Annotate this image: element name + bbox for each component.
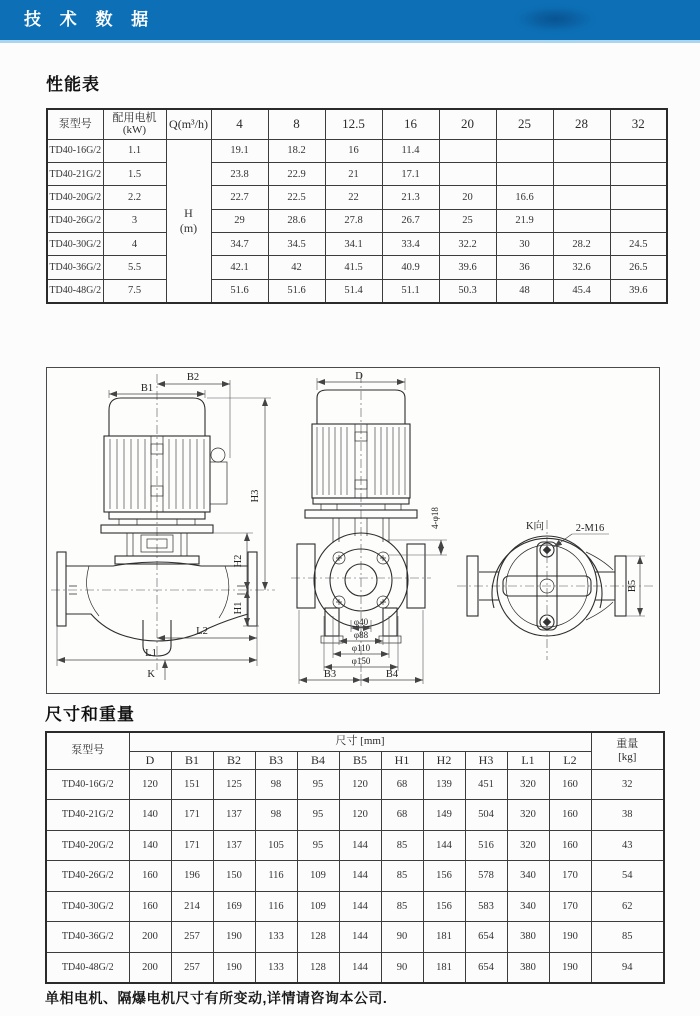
perf-model-cell: TD40-26G/2 — [47, 209, 103, 232]
dim-value-cell: 160 — [549, 800, 591, 831]
perf-value-cell — [553, 186, 610, 209]
perf-value-cell: 50.3 — [439, 279, 496, 302]
perf-value-cell: 32.6 — [553, 256, 610, 279]
dim-label-b4: B4 — [385, 669, 399, 680]
dim-value-cell: 120 — [339, 800, 381, 831]
perf-value-cell — [610, 186, 667, 209]
dim-label-l2: L2 — [196, 626, 208, 637]
dim-label-b5: B5 — [627, 579, 638, 593]
dim-value-cell: 109 — [297, 861, 339, 892]
perf-kw-cell: 4 — [103, 233, 166, 256]
dim-value-cell: 144 — [339, 952, 381, 983]
dim-value-cell: 214 — [171, 891, 213, 922]
perf-kw-cell: 5.5 — [103, 256, 166, 279]
col-header-dim-h3: H3 — [465, 751, 507, 769]
perf-value-cell: 26.7 — [382, 209, 439, 232]
dim-row — [46, 922, 664, 953]
dim-label-h1: H1 — [233, 601, 244, 615]
dim-model-cell: TD40-48G/2 — [46, 952, 129, 983]
dim-value-cell: 380 — [507, 952, 549, 983]
perf-value-cell: 22.7 — [211, 186, 268, 209]
dim-value-cell: 320 — [507, 800, 549, 831]
col-header-motor — [103, 109, 166, 139]
perf-value-cell: 51.1 — [382, 279, 439, 302]
col-header-dim-d: D — [129, 751, 171, 769]
dimensions-tbody — [46, 769, 664, 983]
col-header-q2: 8 — [268, 109, 325, 139]
perf-value-cell: 17.1 — [382, 162, 439, 185]
perf-value-cell — [439, 139, 496, 162]
perf-value-cell — [553, 209, 610, 232]
col-header-q8: 32 — [610, 109, 667, 139]
perf-value-cell — [610, 162, 667, 185]
dim-label-l1: L1 — [145, 648, 157, 659]
perf-value-cell: 28.2 — [553, 233, 610, 256]
banner-watermark — [515, 6, 595, 32]
perf-value-cell: 34.1 — [325, 233, 382, 256]
weight-value-cell: 62 — [591, 891, 664, 922]
perf-value-cell: 22.9 — [268, 162, 325, 185]
dim-value-cell: 140 — [129, 800, 171, 831]
weight-value-cell: 38 — [591, 800, 664, 831]
col-header-dim-h1: H1 — [381, 751, 423, 769]
dimensions-header-row1 — [46, 732, 664, 751]
perf-value-cell: 11.4 — [382, 139, 439, 162]
perf-value-cell — [439, 162, 496, 185]
dim-value-cell: 98 — [255, 769, 297, 800]
dim-value-cell: 156 — [423, 861, 465, 892]
dim-value-cell: 190 — [549, 952, 591, 983]
perf-value-cell: 39.6 — [610, 279, 667, 302]
title-banner — [0, 0, 700, 43]
dim-value-cell: 90 — [381, 922, 423, 953]
dim-model-cell: TD40-30G/2 — [46, 891, 129, 922]
dim-model-cell: TD40-16G/2 — [46, 769, 129, 800]
pump-drawing-svg — [47, 368, 659, 693]
col-header-flow: Q(m³/h) — [166, 109, 211, 139]
col-header-dim-b5: B5 — [339, 751, 381, 769]
performance-header-row — [47, 109, 667, 139]
perf-value-cell: 30 — [496, 233, 553, 256]
perf-value-cell: 28.6 — [268, 209, 325, 232]
perf-kw-cell: 1.1 — [103, 139, 166, 162]
head-unit-line1: H — [184, 206, 193, 221]
dim-value-cell: 451 — [465, 769, 507, 800]
dim-value-cell: 200 — [129, 952, 171, 983]
dim-value-cell: 85 — [381, 861, 423, 892]
dim-model-cell: TD40-21G/2 — [46, 800, 129, 831]
dim-value-cell: 190 — [213, 922, 255, 953]
dim-value-cell: 137 — [213, 830, 255, 861]
head-unit-cell — [166, 139, 211, 303]
dim-value-cell: 105 — [255, 830, 297, 861]
dim-label-d88: φ88 — [353, 630, 369, 640]
perf-value-cell: 42 — [268, 256, 325, 279]
perf-model-cell: TD40-16G/2 — [47, 139, 103, 162]
perf-value-cell: 21.3 — [382, 186, 439, 209]
dim-value-cell: 160 — [129, 891, 171, 922]
col-header-dim-l1: L1 — [507, 751, 549, 769]
col-header-dim-b1: B1 — [171, 751, 213, 769]
perf-row — [47, 162, 667, 185]
col-header-weight-line2: [kg] — [618, 750, 637, 763]
dim-value-cell: 320 — [507, 769, 549, 800]
dim-model-cell: TD40-36G/2 — [46, 922, 129, 953]
dim-row — [46, 861, 664, 892]
perf-value-cell: 51.4 — [325, 279, 382, 302]
perf-value-cell: 19.1 — [211, 139, 268, 162]
dim-value-cell: 128 — [297, 922, 339, 953]
dim-value-cell: 144 — [339, 830, 381, 861]
perf-value-cell: 21 — [325, 162, 382, 185]
perf-value-cell: 40.9 — [382, 256, 439, 279]
dim-model-cell: TD40-26G/2 — [46, 861, 129, 892]
col-header-q4: 16 — [382, 109, 439, 139]
perf-value-cell: 42.1 — [211, 256, 268, 279]
weight-value-cell: 54 — [591, 861, 664, 892]
perf-value-cell: 29 — [211, 209, 268, 232]
dim-value-cell: 98 — [255, 800, 297, 831]
dimensions-heading: 尺寸和重量 — [45, 705, 135, 724]
dim-value-cell: 128 — [297, 952, 339, 983]
perf-model-cell: TD40-21G/2 — [47, 162, 103, 185]
dim-value-cell: 68 — [381, 800, 423, 831]
perf-value-cell: 21.9 — [496, 209, 553, 232]
perf-value-cell: 39.6 — [439, 256, 496, 279]
perf-value-cell — [610, 209, 667, 232]
dim-value-cell: 68 — [381, 769, 423, 800]
col-header-weight-line1: 重量 — [616, 738, 639, 751]
perf-value-cell: 34.5 — [268, 233, 325, 256]
col-header-q7: 28 — [553, 109, 610, 139]
dim-value-cell: 137 — [213, 800, 255, 831]
dim-value-cell: 181 — [423, 952, 465, 983]
dim-value-cell: 578 — [465, 861, 507, 892]
footnote: 单相电机、隔爆电机尺寸有所变动,详情请咨询本公司. — [45, 990, 388, 1006]
col-header-q5: 20 — [439, 109, 496, 139]
perf-kw-cell: 1.5 — [103, 162, 166, 185]
col-header-q3: 12.5 — [325, 109, 382, 139]
dim-label-b2: B2 — [186, 372, 200, 383]
dim-value-cell: 190 — [213, 952, 255, 983]
dim-label-k: K — [147, 669, 155, 680]
perf-kw-cell: 3 — [103, 209, 166, 232]
perf-value-cell: 24.5 — [610, 233, 667, 256]
perf-value-cell: 36 — [496, 256, 553, 279]
perf-row — [47, 279, 667, 302]
dim-value-cell: 654 — [465, 922, 507, 953]
weight-value-cell: 43 — [591, 830, 664, 861]
performance-tbody — [47, 139, 667, 303]
perf-value-cell: 33.4 — [382, 233, 439, 256]
col-header-dim-b2: B2 — [213, 751, 255, 769]
perf-value-cell: 32.2 — [439, 233, 496, 256]
weight-value-cell: 85 — [591, 922, 664, 953]
col-header-dim-b4: B4 — [297, 751, 339, 769]
perf-value-cell — [496, 162, 553, 185]
dim-row — [46, 769, 664, 800]
col-header-motor-line1: 配用电机 — [112, 111, 157, 124]
col-header-motor-line2: (kW) — [122, 124, 147, 137]
dim-label-h2: H2 — [233, 554, 244, 568]
weight-value-cell: 94 — [591, 952, 664, 983]
dim-value-cell: 90 — [381, 952, 423, 983]
dim-value-cell: 654 — [465, 952, 507, 983]
perf-row — [47, 186, 667, 209]
perf-value-cell: 41.5 — [325, 256, 382, 279]
dim-model-cell: TD40-20G/2 — [46, 830, 129, 861]
perf-value-cell: 16.6 — [496, 186, 553, 209]
dim-value-cell: 95 — [297, 830, 339, 861]
perf-value-cell — [553, 139, 610, 162]
weight-value-cell: 32 — [591, 769, 664, 800]
col-header-dim-b3: B3 — [255, 751, 297, 769]
dim-value-cell: 516 — [465, 830, 507, 861]
dim-value-cell: 181 — [423, 922, 465, 953]
perf-value-cell: 51.6 — [268, 279, 325, 302]
dimensions-table — [45, 731, 665, 984]
dim-value-cell: 583 — [465, 891, 507, 922]
perf-value-cell: 22.5 — [268, 186, 325, 209]
perf-value-cell — [496, 139, 553, 162]
perf-value-cell: 25 — [439, 209, 496, 232]
dim-value-cell: 171 — [171, 800, 213, 831]
dim-value-cell: 320 — [507, 830, 549, 861]
dim-value-cell: 85 — [381, 830, 423, 861]
dim-value-cell: 125 — [213, 769, 255, 800]
dim-value-cell: 171 — [171, 830, 213, 861]
dim-value-cell: 95 — [297, 800, 339, 831]
dim-row — [46, 830, 664, 861]
dim-value-cell: 85 — [381, 891, 423, 922]
perf-value-cell: 23.8 — [211, 162, 268, 185]
dim-value-cell: 109 — [297, 891, 339, 922]
dim-value-cell: 120 — [129, 769, 171, 800]
perf-model-cell: TD40-48G/2 — [47, 279, 103, 302]
performance-table — [46, 108, 668, 304]
col-header-dim-l2: L2 — [549, 751, 591, 769]
dim-label-m16: 2-M16 — [575, 523, 605, 534]
dim-label-d40: φ40 — [353, 617, 369, 627]
perf-value-cell: 18.2 — [268, 139, 325, 162]
perf-value-cell: 16 — [325, 139, 382, 162]
perf-value-cell — [553, 162, 610, 185]
col-header-q6: 25 — [496, 109, 553, 139]
head-unit-line2: (m) — [179, 220, 198, 235]
dim-value-cell: 144 — [339, 861, 381, 892]
dim-value-cell: 340 — [507, 861, 549, 892]
dim-value-cell: 257 — [171, 922, 213, 953]
dim-value-cell: 190 — [549, 922, 591, 953]
page-title: 技 术 数 据 — [24, 10, 156, 29]
dim-row — [46, 952, 664, 983]
perf-kw-cell: 2.2 — [103, 186, 166, 209]
dim-value-cell: 133 — [255, 952, 297, 983]
dimensions-header-row2 — [46, 751, 664, 769]
perf-value-cell: 34.7 — [211, 233, 268, 256]
perf-row — [47, 233, 667, 256]
perf-value-cell: 45.4 — [553, 279, 610, 302]
dim-value-cell: 160 — [549, 769, 591, 800]
perf-row — [47, 209, 667, 232]
col-header-dim-h2: H2 — [423, 751, 465, 769]
dim-label-d150: φ150 — [351, 656, 371, 666]
dim-label-b3: B3 — [323, 669, 337, 680]
dim-value-cell: 149 — [423, 800, 465, 831]
dim-value-cell: 196 — [171, 861, 213, 892]
dim-value-cell: 116 — [255, 891, 297, 922]
view-label-k: K向 — [525, 521, 545, 532]
dim-value-cell: 151 — [171, 769, 213, 800]
dim-value-cell: 156 — [423, 891, 465, 922]
perf-row — [47, 256, 667, 279]
dim-value-cell: 120 — [339, 769, 381, 800]
dim-value-cell: 160 — [549, 830, 591, 861]
col-header-size-mm: 尺寸 [mm] — [129, 732, 591, 751]
perf-value-cell: 26.5 — [610, 256, 667, 279]
dim-value-cell: 95 — [297, 769, 339, 800]
dimension-drawing — [46, 367, 660, 694]
perf-value-cell: 20 — [439, 186, 496, 209]
dim-value-cell: 139 — [423, 769, 465, 800]
perf-model-cell: TD40-36G/2 — [47, 256, 103, 279]
dim-value-cell: 504 — [465, 800, 507, 831]
dim-value-cell: 144 — [339, 922, 381, 953]
dim-value-cell: 169 — [213, 891, 255, 922]
k-view — [457, 519, 653, 660]
dim-label-d: D — [355, 371, 363, 382]
performance-heading: 性能表 — [46, 75, 100, 94]
dim-row — [46, 891, 664, 922]
dim-value-cell: 380 — [507, 922, 549, 953]
perf-kw-cell: 7.5 — [103, 279, 166, 302]
dim-value-cell: 144 — [339, 891, 381, 922]
dim-label-d110: φ110 — [351, 643, 371, 653]
perf-row — [47, 139, 667, 162]
perf-value-cell — [610, 139, 667, 162]
front-view — [291, 371, 447, 686]
dim-value-cell: 160 — [129, 861, 171, 892]
col-header-model2: 泵型号 — [46, 732, 129, 769]
perf-value-cell: 22 — [325, 186, 382, 209]
perf-value-cell: 48 — [496, 279, 553, 302]
dim-value-cell: 170 — [549, 891, 591, 922]
dim-label-b1: B1 — [140, 383, 154, 394]
dim-label-bolt-holes: 4-φ18 — [430, 507, 440, 529]
dim-value-cell: 116 — [255, 861, 297, 892]
perf-model-cell: TD40-20G/2 — [47, 186, 103, 209]
dim-value-cell: 200 — [129, 922, 171, 953]
side-view — [51, 372, 275, 680]
perf-value-cell: 27.8 — [325, 209, 382, 232]
perf-model-cell: TD40-30G/2 — [47, 233, 103, 256]
dim-value-cell: 150 — [213, 861, 255, 892]
dim-value-cell: 144 — [423, 830, 465, 861]
dim-value-cell: 140 — [129, 830, 171, 861]
col-header-weight — [591, 732, 664, 769]
dim-value-cell: 257 — [171, 952, 213, 983]
dim-label-h3: H3 — [250, 489, 261, 503]
dim-value-cell: 133 — [255, 922, 297, 953]
col-header-model: 泵型号 — [47, 109, 103, 139]
col-header-q1: 4 — [211, 109, 268, 139]
perf-value-cell: 51.6 — [211, 279, 268, 302]
dim-value-cell: 340 — [507, 891, 549, 922]
dim-row — [46, 800, 664, 831]
dim-value-cell: 170 — [549, 861, 591, 892]
